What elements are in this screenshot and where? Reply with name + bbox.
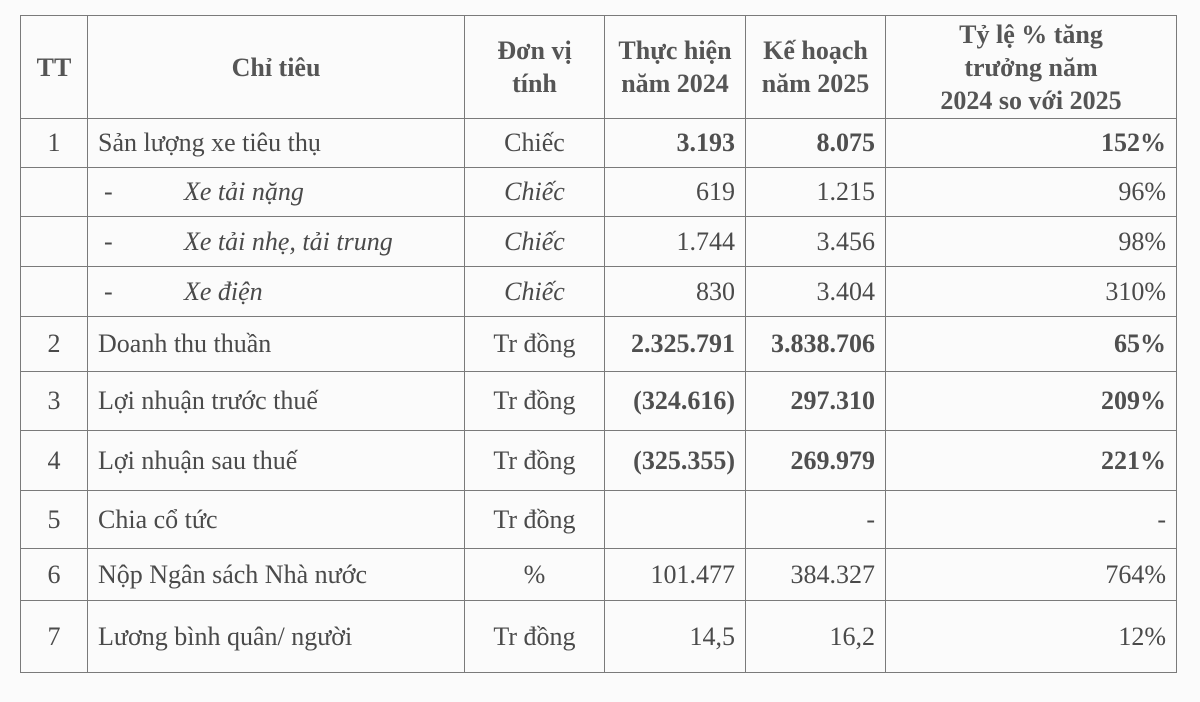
header-growth: Tỷ lệ % tăng trưởng năm 2024 so với 2025 [886,16,1177,119]
dash-marker: - [104,177,113,206]
row-unit: % [465,549,605,601]
row-unit: Chiếc [465,119,605,168]
row-name: Sản lượng xe tiêu thụ [88,119,465,168]
row-plan: 384.327 [746,549,886,601]
row-growth: 96% [886,168,1177,217]
row-tt: 6 [21,549,88,601]
row-plan: 8.075 [746,119,886,168]
row-unit: Chiếc [465,217,605,267]
row-unit: Tr đồng [465,317,605,372]
row-name: Lợi nhuận sau thuế [88,431,465,491]
row-tt: 5 [21,491,88,549]
row-actual: (324.616) [605,372,746,431]
row-unit: Tr đồng [465,372,605,431]
row-unit: Chiếc [465,168,605,217]
row-unit: Chiếc [465,267,605,317]
row-name: - Xe tải nặng [88,168,465,217]
kpi-table [20,15,1177,673]
row-actual: 14,5 [605,601,746,673]
row-plan: 297.310 [746,372,886,431]
row-growth: 12% [886,601,1177,673]
row-name: Chia cổ tức [88,491,465,549]
row-actual: (325.355) [605,431,746,491]
table-row [21,601,1177,673]
header-actual-2024: Thực hiện năm 2024 [605,16,746,119]
row-actual: 619 [605,168,746,217]
row-growth: - [886,491,1177,549]
row-tt: 3 [21,372,88,431]
row-growth: 209% [886,372,1177,431]
row-plan: 1.215 [746,168,886,217]
table-row [21,372,1177,431]
row-plan: - [746,491,886,549]
table-row [21,491,1177,549]
row-unit: Tr đồng [465,601,605,673]
row-actual: 101.477 [605,549,746,601]
row-plan: 3.404 [746,267,886,317]
header-plan-2025: Kế hoạch năm 2025 [746,16,886,119]
row-tt [21,267,88,317]
row-name: - Xe tải nhẹ, tải trung [88,217,465,267]
row-unit: Tr đồng [465,431,605,491]
row-actual: 3.193 [605,119,746,168]
row-name: Lương bình quân/ người [88,601,465,673]
row-tt [21,217,88,267]
row-actual: 2.325.791 [605,317,746,372]
row-growth: 310% [886,267,1177,317]
row-name: - Xe điện [88,267,465,317]
row-growth: 98% [886,217,1177,267]
row-plan: 269.979 [746,431,886,491]
row-tt: 1 [21,119,88,168]
header-unit: Đơn vị tính [465,16,605,119]
header-tt: TT [21,16,88,119]
table-row [21,549,1177,601]
table-row [21,168,1177,217]
row-name: Lợi nhuận trước thuế [88,372,465,431]
row-actual [605,491,746,549]
table-row [21,217,1177,267]
row-plan: 16,2 [746,601,886,673]
row-actual: 830 [605,267,746,317]
row-name: Nộp Ngân sách Nhà nước [88,549,465,601]
table-row [21,431,1177,491]
row-unit: Tr đồng [465,491,605,549]
header-indicator: Chỉ tiêu [88,16,465,119]
dash-marker: - [104,276,113,306]
table-row [21,267,1177,317]
row-tt: 2 [21,317,88,372]
row-name: Doanh thu thuần [88,317,465,372]
header-row [21,16,1177,119]
row-tt [21,168,88,217]
table-row [21,317,1177,372]
row-tt: 4 [21,431,88,491]
row-plan: 3.456 [746,217,886,267]
row-plan: 3.838.706 [746,317,886,372]
row-tt: 7 [21,601,88,673]
table-row [21,119,1177,168]
row-growth: 764% [886,549,1177,601]
dash-marker: - [104,226,113,256]
row-growth: 221% [886,431,1177,491]
row-growth: 65% [886,317,1177,372]
row-actual: 1.744 [605,217,746,267]
row-growth: 152% [886,119,1177,168]
